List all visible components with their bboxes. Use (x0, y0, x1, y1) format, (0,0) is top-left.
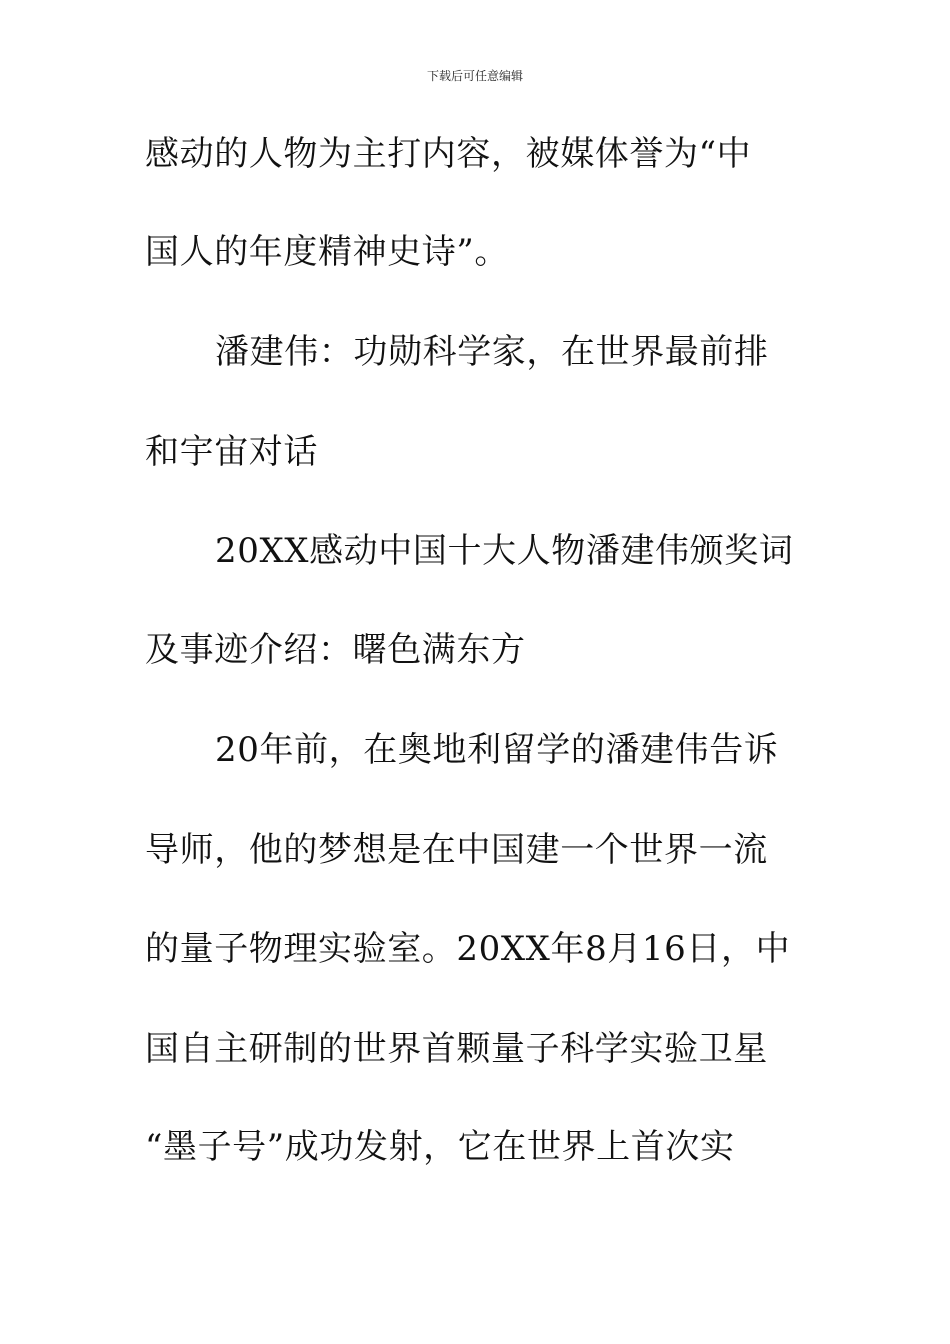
body-line: 导师，他的梦想是在中国建一个世界一流 (145, 830, 768, 870)
body-line: 20XX感动中国十大人物潘建伟颁奖词 (215, 531, 794, 571)
body-line: “墨子号”成功发射，它在世界上首次实 (145, 1127, 735, 1167)
body-line: 的量子物理实验室。20XX年8月16日，中 (145, 929, 791, 969)
body-line: 20年前，在奥地利留学的潘建伟告诉 (215, 730, 779, 770)
body-line: 感动的人物为主打内容，被媒体誉为“中 (145, 134, 752, 174)
body-line: 国自主研制的世界首颗量子科学实验卫星 (145, 1029, 768, 1069)
page-header: 下载后可任意编辑 (426, 69, 523, 83)
body-line: 及事迹介绍：曙色满东方 (145, 630, 526, 670)
section-heading-line: 和宇宙对话 (145, 432, 318, 472)
section-heading-line: 潘建伟：功勋科学家，在世界最前排 (215, 332, 769, 372)
body-line: 国人的年度精神史诗”。 (145, 232, 509, 272)
